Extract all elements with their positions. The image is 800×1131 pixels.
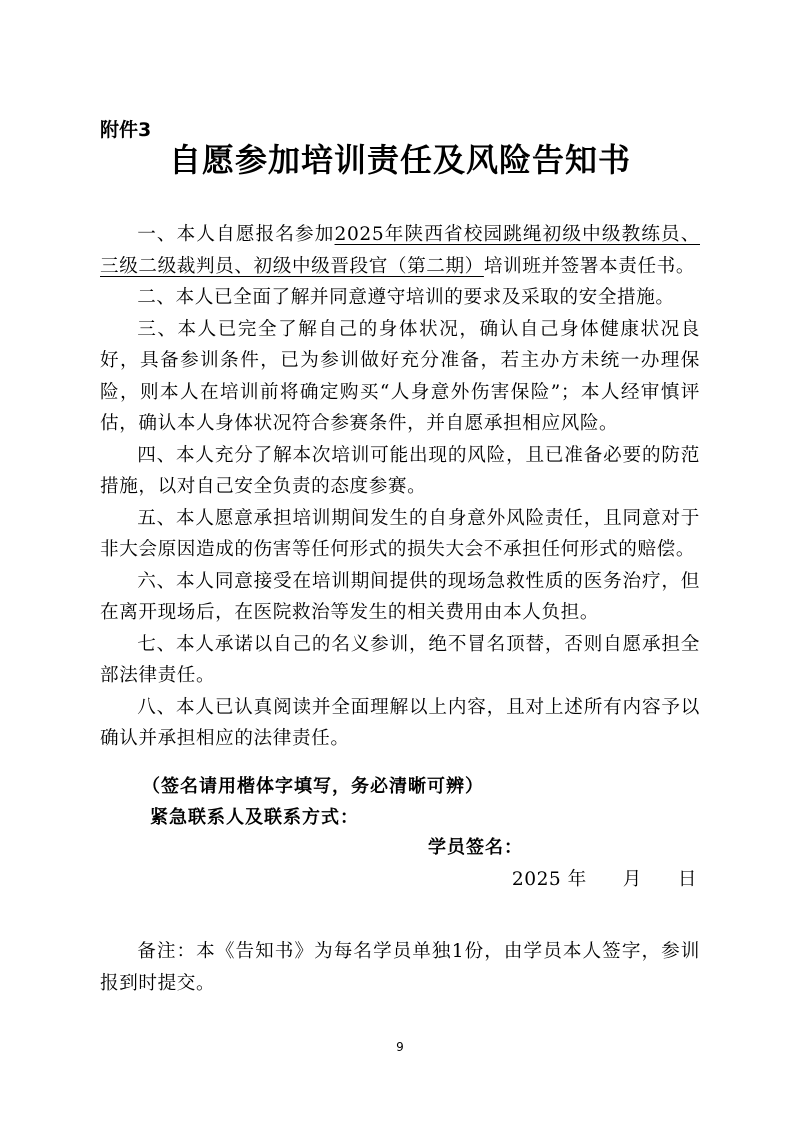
paragraph-3: 三、本人已完全了解自己的身体状况，确认自己身体健康状况良好，具备参训条件，已为参训做好充分准备，若主办方未统一办理保险，则本人在培训前将确定购买“人身意外伤害保险”；本人经审慎评估，确认本人身体状况符合参赛条件，并自愿承担相应风险。: [100, 318, 700, 434]
date-year-unit: 年: [567, 869, 587, 890]
date-month-unit: 月: [622, 869, 642, 890]
document-body: [100, 219, 700, 755]
paragraph-1: [100, 219, 700, 282]
paragraph-8: 八、本人已认真阅读并全面理解以上内容，且对上述所有内容予以确认并承担相应的法律责任。: [100, 696, 700, 749]
document-title: 自愿参加培训责任及风险告知书: [168, 141, 631, 179]
paragraph-6: 六、本人同意接受在培训期间提供的现场急救性质的医务治疗，但在离开现场后，在医院救治等发生的相关费用由本人负担。: [100, 570, 700, 623]
attachment-label: 附件3: [100, 119, 152, 141]
date-year: 2025: [511, 869, 562, 890]
paragraph-5: 五、本人愿意承担培训期间发生的自身意外风险责任，且同意对于非大会原因造成的伤害等任何形式的损失大会不承担任何形式的赔偿。: [100, 507, 700, 560]
student-signature-label: 学员签名：: [428, 837, 523, 858]
training-name-underlined: 2025年陕西省校园跳绳初级中级教练员、三级二级裁判员、初级中级晋段官（第二期）: [100, 224, 700, 277]
remark: 备注：本《告知书》为每名学员单独1份，由学员本人签字，参训报到时提交。: [100, 941, 700, 994]
date-day-unit: 日: [677, 869, 697, 890]
page-number: 9: [396, 1040, 404, 1054]
signature-note: （签名请用楷体字填写，务必清晰可辨）: [142, 776, 484, 797]
emergency-contact-label: 紧急联系人及联系方式：: [150, 807, 359, 828]
paragraph-2: 二、本人已全面了解并同意遵守培训的要求及采取的安全措施。: [137, 287, 675, 308]
paragraph-1-prefix: 一、本人自愿报名参加: [137, 224, 335, 245]
paragraph-4: 四、本人充分了解本次培训可能出现的风险，且已准备必要的防范措施，以对自己安全负责的态度参赛。: [100, 444, 700, 497]
signature-date: [512, 866, 697, 894]
paragraph-7: 七、本人承诺以自己的名义参训，绝不冒名顶替，否则自愿承担全部法律责任。: [100, 633, 700, 686]
paragraph-1-suffix: 培训班并签署本责任书。: [483, 255, 696, 277]
